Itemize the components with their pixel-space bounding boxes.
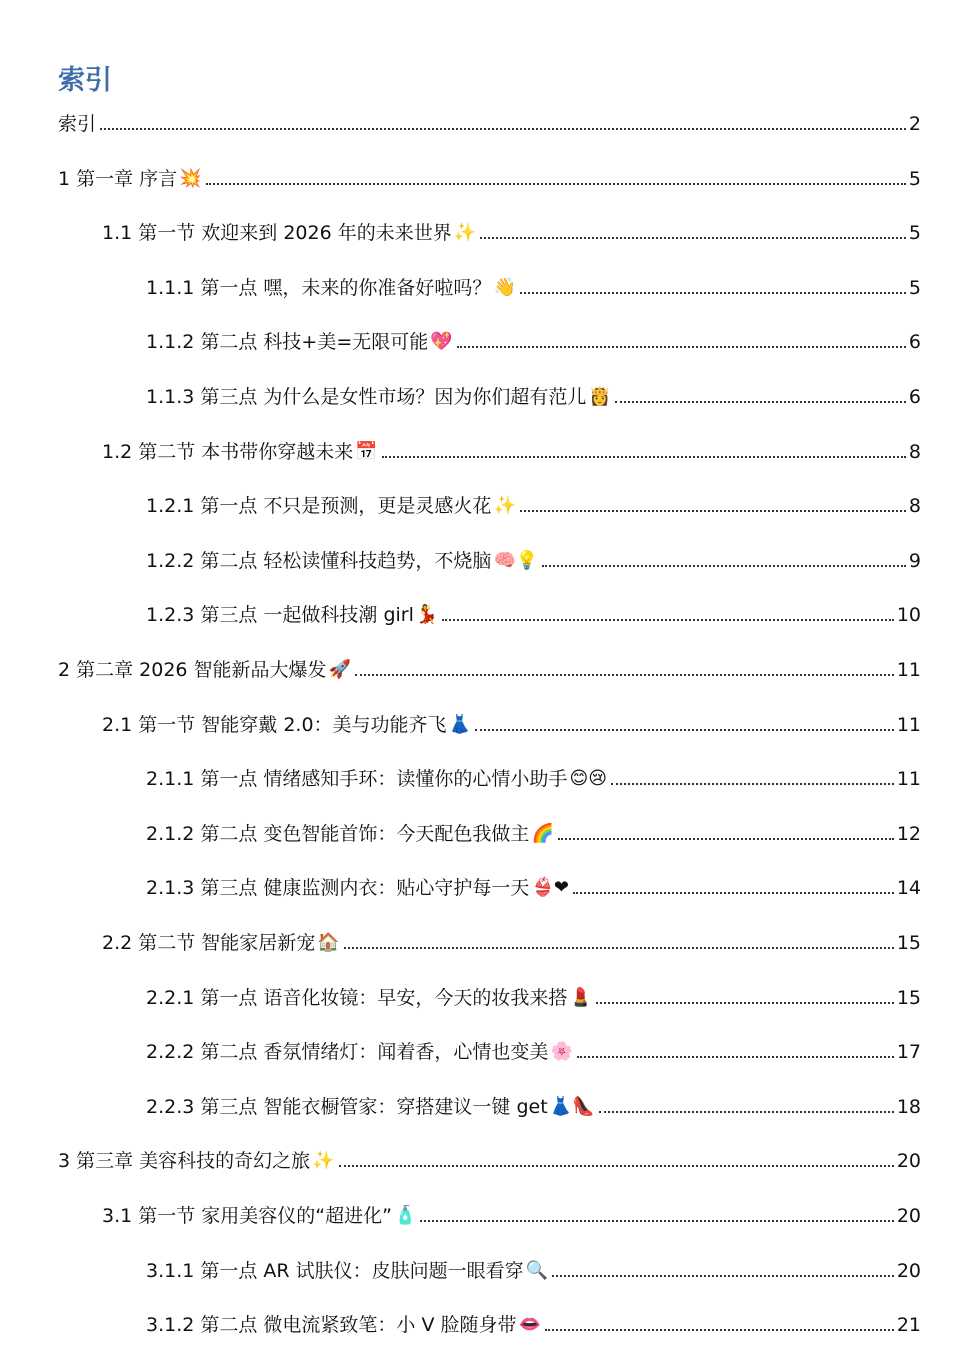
toc-page-number: 14 [896,877,921,900]
toc-entry[interactable] [146,759,921,791]
toc-page-number: 15 [896,932,921,954]
emoji-icon: 🧠💡 [493,549,539,571]
toc-entry[interactable] [58,650,921,682]
dot-leader [457,346,906,348]
dot-leader [480,237,906,239]
emoji-icon: 👗👠 [549,1095,595,1117]
emoji-icon: ✨ [453,222,477,244]
toc-page-number: 18 [896,1095,921,1118]
emoji-icon: ✨ [493,495,516,517]
toc-entry[interactable] [102,705,921,737]
toc-page-number: 12 [896,822,921,845]
toc-entry-label: 1.2.2 第二点 轻松读懂科技趋势，不烧脑 [146,549,492,572]
emoji-icon: 👸 [588,386,611,407]
toc-entry-label: 2.2.2 第二点 香氛情绪灯：闻着香，心情也变美 [146,1041,549,1064]
toc-entry-label: 2.1.2 第二点 变色智能首饰：今天配色我做主 [146,822,530,845]
emoji-icon: 👄 [518,1314,541,1336]
toc-page-number: 11 [896,768,921,791]
toc-entry[interactable] [102,923,921,955]
dot-leader [599,1111,894,1113]
toc-entry-label: 3.1.2 第二点 微电流紧致笔：小 V 脸随身带 [146,1314,517,1337]
toc-entry[interactable] [146,595,921,627]
toc-page-number: 9 [908,549,921,572]
toc-entry[interactable] [58,104,921,136]
dot-leader [577,1056,894,1058]
emoji-icon: 🧴 [393,1205,417,1226]
toc-entry-label: 2.1.3 第三点 健康监测内衣：贴心守护每一天 [146,877,530,900]
emoji-icon: 🔍 [525,1259,549,1281]
toc-entry[interactable] [146,1087,921,1119]
dot-leader [573,892,894,894]
emoji-icon: 👋 [493,276,516,298]
toc-entry-label: 2 第二章 2026 智能新品大爆发 [58,659,327,681]
dot-leader [596,1002,894,1004]
toc-entry-label: 3.1.1 第一点 AR 试肤仪：皮肤问题一眼看穿 [146,1259,524,1282]
toc-page-number: 11 [896,713,921,736]
dot-leader [344,947,894,949]
toc-entry-label: 1.1.2 第二点 科技+美=无限可能 [146,331,429,354]
dot-leader [475,729,894,731]
emoji-icon: ✨ [312,1150,335,1172]
toc-page-number: 8 [908,495,921,518]
toc-entry-label: 1 第一章 序言 [58,167,178,190]
emoji-icon: 🌸 [550,1041,573,1063]
emoji-icon: 🚀 [328,659,351,680]
toc-entry-label: 1.1 第一节 欢迎来到 2026 年的未来世界 [102,222,452,245]
toc-entry[interactable] [146,1032,921,1064]
toc-entry-label: 1.1.3 第三点 为什么是女性市场？因为你们超有范儿 [146,386,587,408]
toc-entry-label: 索引 [58,113,97,135]
toc-entry[interactable] [102,1196,921,1228]
dot-leader [520,510,906,512]
toc-entry[interactable] [146,268,921,300]
emoji-icon: 🌈 [531,822,554,844]
dot-leader [558,838,894,840]
emoji-icon: 📅 [355,440,378,462]
toc-page-number: 11 [896,659,921,681]
dot-leader [615,401,906,403]
page-title: 索引 [58,65,112,96]
toc-entry[interactable] [146,541,921,573]
toc-entry[interactable] [146,814,921,846]
toc-entry[interactable] [146,377,921,409]
emoji-icon: 💄 [569,986,592,1008]
toc-entry-label: 1.2.3 第三点 一起做科技潮 girl [146,604,414,627]
dot-leader [100,128,906,130]
toc-entry-label: 1.2 第二节 本书带你穿越未来 [102,440,354,463]
toc-page-number: 20 [896,1259,921,1282]
dot-leader [545,1329,894,1331]
toc-entry-label: 2.1 第一节 智能穿戴 2.0：美与功能齐飞 [102,713,447,736]
toc-page-number: 5 [908,276,921,299]
emoji-icon: 😊😢 [569,768,607,790]
dot-leader [542,565,906,567]
toc-entry[interactable] [146,1305,921,1337]
toc-entry-label: 1.2.1 第一点 不只是预测，更是灵感火花 [146,495,492,518]
emoji-icon: 👙❤ [531,877,569,899]
dot-leader [339,1165,894,1167]
dot-leader [206,183,906,185]
toc-page-number: 6 [908,386,921,408]
toc-entry[interactable] [146,1251,921,1283]
toc-page-number: 20 [896,1150,921,1173]
toc-page-number: 20 [896,1205,921,1227]
dot-leader [382,456,906,458]
toc-page-number: 6 [908,331,921,354]
toc-page-number: 8 [908,440,921,463]
toc-page-number: 15 [896,986,921,1009]
toc-page-number: 5 [908,222,921,245]
emoji-icon: 🏠 [317,932,340,953]
toc-entry[interactable] [146,978,921,1010]
toc-entry-label: 2.2.3 第三点 智能衣橱管家：穿搭建议一键 get [146,1095,548,1118]
emoji-icon: 💥 [179,167,202,189]
dot-leader [552,1275,894,1277]
toc-entry-label: 2.1.1 第一点 情绪感知手环：读懂你的心情小助手 [146,768,568,791]
toc-entry-label: 1.1.1 第一点 嘿，未来的你准备好啦吗？ [146,276,492,299]
toc-entry-label: 2.2 第二节 智能家居新宠 [102,932,316,954]
toc-entry[interactable] [102,213,921,245]
dot-leader [442,619,893,621]
dot-leader [611,783,894,785]
toc-page-number: 10 [896,604,921,627]
toc-entry[interactable] [58,159,921,191]
dot-leader [420,1220,893,1222]
toc-page-number: 21 [896,1314,921,1337]
toc-entry[interactable] [102,432,921,464]
toc-page-number: 5 [908,167,921,190]
toc-entry-label: 3 第三章 美容科技的奇幻之旅 [58,1150,311,1173]
emoji-icon: 💖 [430,331,453,353]
toc-entry-label: 2.2.1 第一点 语音化妆镜：早安，今天的妆我来搭 [146,986,568,1009]
toc-entry-label: 3.1 第一节 家用美容仪的“超进化” [102,1205,392,1227]
dot-leader [355,674,894,676]
toc-entry[interactable] [58,1141,921,1173]
toc-entry[interactable] [146,322,921,354]
toc-page-number: 2 [908,113,921,135]
toc-page-number: 17 [896,1041,921,1064]
toc-entry[interactable] [146,486,921,518]
emoji-icon: 💃 [415,604,439,626]
emoji-icon: 👗 [448,713,471,735]
dot-leader [520,292,906,294]
toc-entry[interactable] [146,868,921,900]
